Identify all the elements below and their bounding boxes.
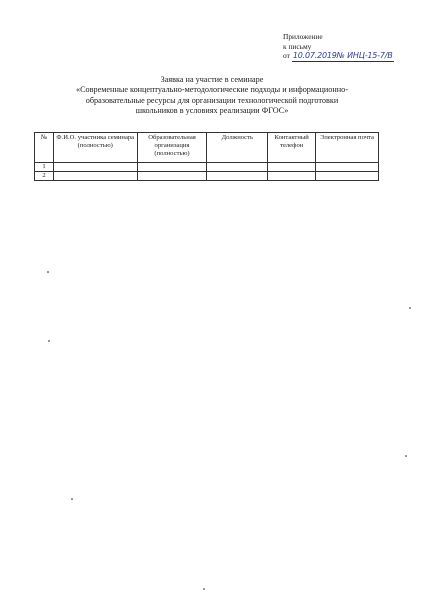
table-cell[interactable] xyxy=(137,163,207,172)
title-line-3: образовательные ресурсы для организации технологической подготовки xyxy=(85,95,339,105)
header-email: Электронная почта xyxy=(316,133,379,163)
header-number: № xyxy=(35,133,54,163)
attachment-letter-label: к письму xyxy=(283,41,312,51)
table-cell[interactable] xyxy=(316,163,379,172)
table-cell[interactable] xyxy=(53,172,137,181)
table-cell[interactable] xyxy=(316,172,379,181)
table-cell[interactable] xyxy=(207,163,268,172)
table-row xyxy=(35,163,379,172)
attachment-prefix: от xyxy=(283,51,290,61)
table-cell[interactable] xyxy=(268,172,316,181)
document-title xyxy=(40,75,384,117)
scan-speck xyxy=(48,340,50,342)
header-position: Должность xyxy=(207,133,268,163)
scan-speck xyxy=(71,498,73,500)
scan-speck xyxy=(203,588,205,590)
table-cell[interactable]: 2 xyxy=(35,172,54,181)
header-organization: Образовательная организация (полностью) xyxy=(137,133,207,163)
scan-speck xyxy=(405,455,407,457)
scan-speck xyxy=(409,307,411,309)
table-cell[interactable]: 1 xyxy=(35,163,54,172)
table-cell[interactable] xyxy=(268,163,316,172)
attachment-label: Приложение xyxy=(283,32,323,41)
title-line-4: школьников в условиях реализации ФГОС» xyxy=(135,106,289,116)
table-cell[interactable] xyxy=(53,163,137,172)
table-row xyxy=(35,172,379,181)
header-full-name: Ф.И.О. участника семинара (полностью) xyxy=(53,133,137,163)
scan-speck xyxy=(47,271,49,273)
table-cell[interactable] xyxy=(137,172,207,181)
table-header-row xyxy=(35,133,379,163)
handwritten-reference: 10.07.2019№ ИНЦ-15-7/В xyxy=(292,51,393,61)
participants-table xyxy=(34,132,379,181)
attachment-note xyxy=(283,32,413,62)
title-line-2: «Современные концептуально-методологические подходы и информационно- xyxy=(76,85,348,95)
header-phone: Контактный телефон xyxy=(268,133,316,163)
table-cell[interactable] xyxy=(207,172,268,181)
attachment-reference xyxy=(283,51,413,62)
title-line-1: Заявка на участие в семинаре xyxy=(160,75,264,84)
